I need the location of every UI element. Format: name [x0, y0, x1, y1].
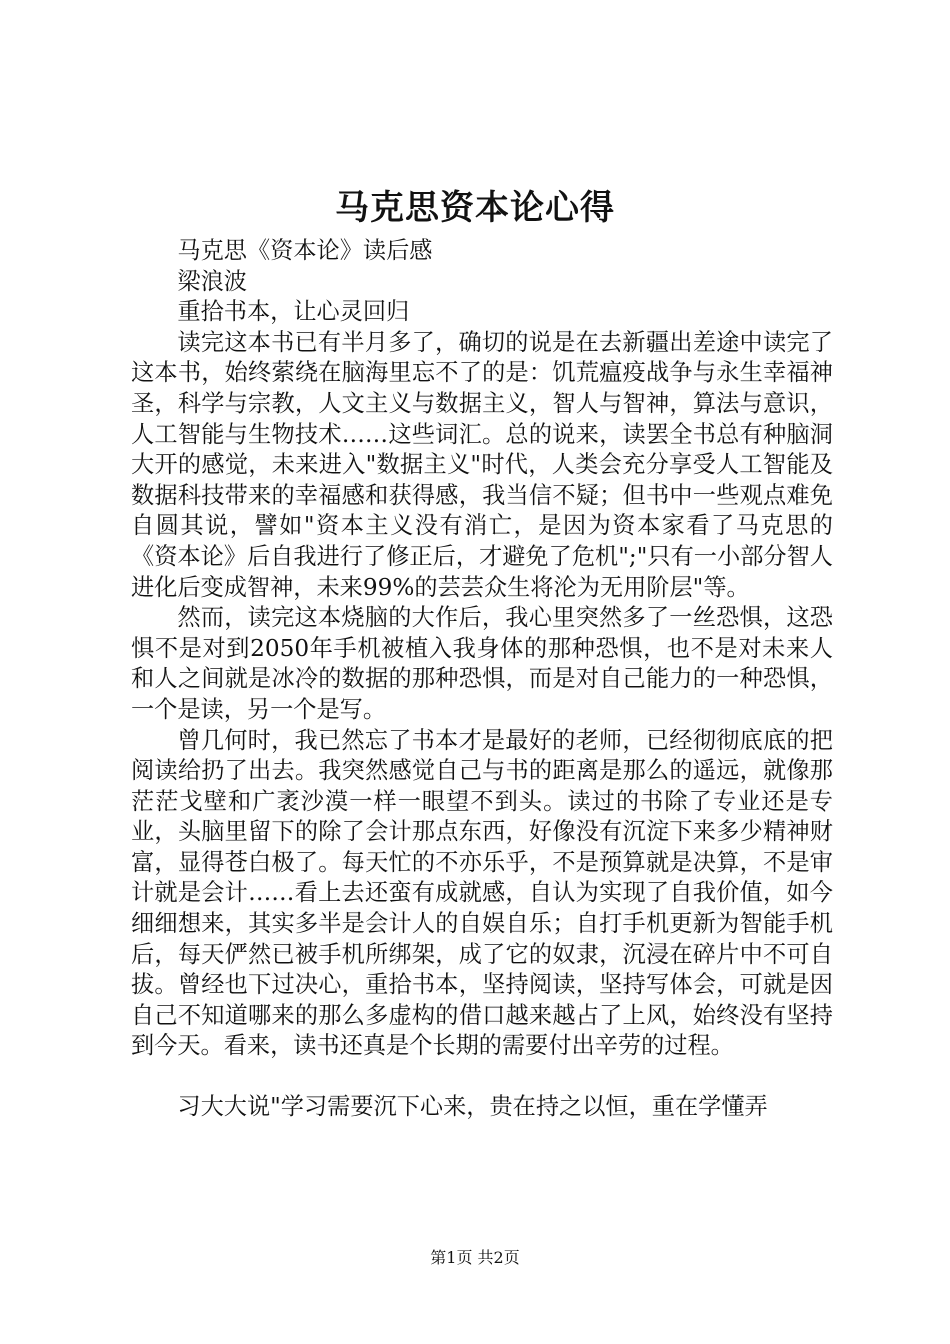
paragraph-heading: 重拾书本，让心灵回归: [177, 298, 410, 326]
paragraph-author: 梁浪波: [177, 267, 247, 295]
document-title: 马克思资本论心得: [335, 188, 615, 228]
page-footer: 第1页 共2页: [430, 1248, 520, 1267]
paragraph-subtitle: 马克思《资本论》读后感: [177, 237, 433, 264]
document-body: [131, 236, 833, 1123]
paragraph: 然而，读完这本烧脑的大作后，我心里突然多了一丝恐惧，这恐惧不是对到2050年手机被植入我身体的那种恐惧，也不是对未来人和人之间就是冰冷的数据的那种恐惧，而是对自己能力的一种恐惧，一个是读，另一个是写。: [131, 604, 833, 723]
paragraph: 读完这本书已有半月多了，确切的说是在去新疆出差途中读完了这本书，始终萦绕在脑海里忘不了的是：饥荒瘟疫战争与永生幸福神圣，科学与宗教，人文主义与数据主义，智人与智神，算法与意识，人工智能与生物技术……这些词汇。总的说来，读罢全书总有种脑洞大开的感觉，未来进入"数据主义"时代，人类会充分享受人工智能及数据科技带来的幸福感和获得感，我当信不疑；但书中一些观点难免自圆其说，譬如"资本主义没有消亡，是因为资本家看了马克思的《资本论》后自我进行了修正后，才避免了危机";"只有一小部分智人进化后变成智神，未来99%的芸芸众生将沦为无用阶层"等。: [131, 328, 833, 601]
paragraph: 习大大说"学习需要沉下心来，贵在持之以恒，重在学懂弄: [177, 1093, 768, 1121]
paragraph: 曾几何时，我已然忘了书本才是最好的老师，已经彻彻底底的把阅读给扔了出去。我突然感觉自己与书的距离是那么的遥远，就像那茫茫戈壁和广袤沙漠一样一眼望不到头。读过的书除了专业还是专业，头脑里留下的除了会计那点东西，好像没有沉淀下来多少精神财富，显得苍白极了。每天忙的不亦乐乎，不是预算就是决算，不是审计就是会计……看上去还蛮有成就感，自认为实现了自我价值，如今细细想来，其实多半是会计人的自娱自乐；自打手机更新为智能手机后，每天俨然已被手机所绑架，成了它的奴隶，沉浸在碎片中不可自拔。曾经也下过决心，重拾书本，坚持阅读，坚持写体会，可就是因自己不知道哪来的那么多虚构的借口越来越占了上风，始终没有坚持到今天。看来，读书还真是个长期的需要付出辛劳的过程。: [131, 726, 833, 1060]
